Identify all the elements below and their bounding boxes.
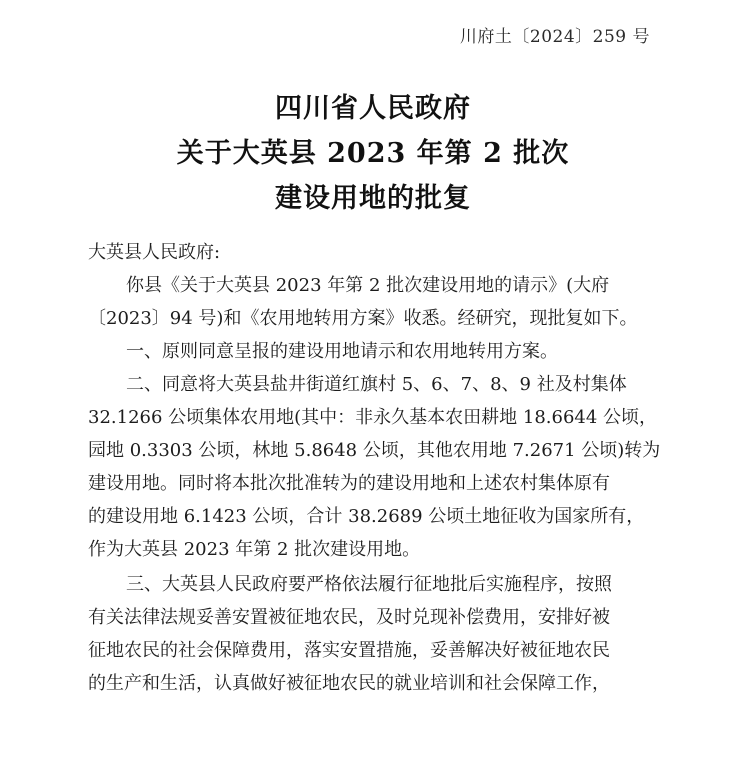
- body-line: 建设用地。同时将本批次批准转为的建设用地和上述农村集体原有: [88, 473, 610, 494]
- body-line: 你县《关于大英县 2023 年第 2 批次建设用地的请示》(大府: [126, 275, 610, 296]
- body-line: 三、大英县人民政府要严格依法履行征地批后实施程序，按照: [126, 574, 612, 595]
- body-line: 〔2023〕94 号)和《农用地转用方案》收悉。经研究，现批复如下。: [88, 308, 638, 329]
- addressee: 大英县人民政府:: [88, 242, 221, 263]
- document-body: [88, 236, 688, 700]
- body-line: 有关法律法规妥善安置被征地农民，及时兑现补偿费用，安排好被: [88, 607, 610, 628]
- title-line-2: 关于大英县 2023 年第 2 批次: [176, 138, 570, 169]
- body-line: 的建设用地 6.1423 公顷，合计 38.2689 公顷土地征收为国家所有，: [88, 506, 645, 527]
- title-line-3: 建设用地的批复: [275, 183, 471, 214]
- body-line: 一、原则同意呈报的建设用地请示和农用地转用方案。: [126, 341, 558, 362]
- body-line: 作为大英县 2023 年第 2 批次建设用地。: [88, 539, 421, 560]
- body-line: 32.1266 公顷集体农用地(其中：非永久基本农田耕地 18.6644 公顷，: [88, 407, 658, 428]
- document-number: 川府土〔2024〕259 号: [459, 27, 650, 47]
- body-line: 的生产和生活，认真做好被征地农民的就业培训和社会保障工作，: [88, 673, 610, 694]
- title-line-1: 四川省人民政府: [275, 93, 471, 124]
- body-line: 二、同意将大英县盐井街道红旗村 5、6、7、8、9 社及村集体: [126, 374, 627, 395]
- body-line: 征地农民的社会保障费用，落实安置措施，妥善解决好被征地农民: [88, 640, 610, 661]
- body-line: 园地 0.3303 公顷，林地 5.8648 公顷，其他农用地 7.2671 公顷)转为: [88, 440, 661, 461]
- document-title: [0, 86, 746, 221]
